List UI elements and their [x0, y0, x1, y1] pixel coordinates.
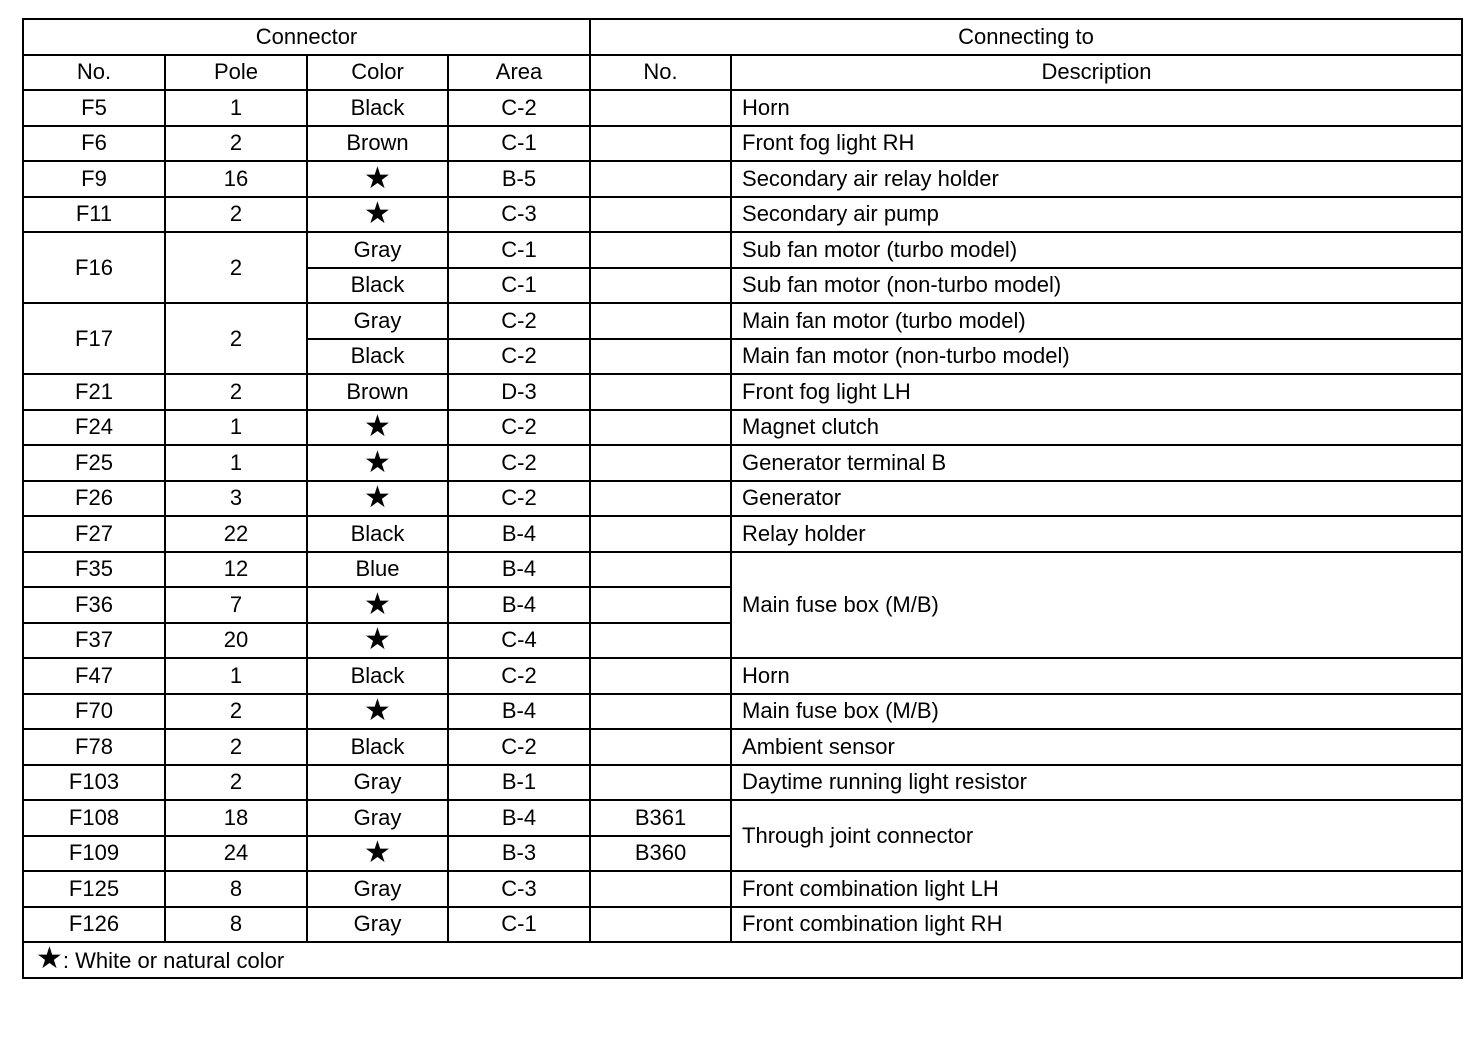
- color-cell: Black: [307, 658, 448, 694]
- connecting-no-cell: [590, 90, 731, 126]
- description-cell: Sub fan motor (non-turbo model): [731, 268, 1462, 304]
- connector-table: [22, 18, 1463, 979]
- area-cell: C-1: [448, 126, 590, 162]
- pole-count-cell: 20: [165, 623, 307, 659]
- star-icon: ★: [307, 197, 448, 233]
- star-icon: ★: [307, 836, 448, 872]
- table-row: [23, 90, 1462, 126]
- col-connecting-no-header: No.: [590, 55, 731, 91]
- connector-no-cell: F78: [23, 729, 165, 765]
- description-cell: Horn: [731, 90, 1462, 126]
- area-cell: C-3: [448, 197, 590, 233]
- table-row: [23, 197, 1462, 233]
- pole-count-cell: 2: [165, 374, 307, 410]
- header-columns-row: [23, 55, 1462, 91]
- star-icon: ★: [307, 161, 448, 197]
- table-row: [23, 410, 1462, 446]
- connecting-no-cell: [590, 339, 731, 375]
- star-icon: ★: [36, 942, 63, 975]
- pole-count-cell: 7: [165, 587, 307, 623]
- description-cell: Secondary air pump: [731, 197, 1462, 233]
- area-cell: C-2: [448, 303, 590, 339]
- color-cell: Black: [307, 339, 448, 375]
- connector-header: Connector: [23, 19, 590, 55]
- description-cell: Secondary air relay holder: [731, 161, 1462, 197]
- area-cell: B-4: [448, 587, 590, 623]
- connector-no-cell: F11: [23, 197, 165, 233]
- color-cell: Gray: [307, 907, 448, 943]
- connector-no-cell: F103: [23, 765, 165, 801]
- pole-count-cell: 2: [165, 694, 307, 730]
- color-cell: Black: [307, 516, 448, 552]
- description-cell: Relay holder: [731, 516, 1462, 552]
- star-icon: ★: [307, 445, 448, 481]
- color-cell: Gray: [307, 765, 448, 801]
- connector-no-cell: F47: [23, 658, 165, 694]
- connector-no-cell: F21: [23, 374, 165, 410]
- color-cell: Brown: [307, 126, 448, 162]
- connecting-no-cell: [590, 587, 731, 623]
- description-cell: Through joint connector: [731, 800, 1462, 871]
- color-cell: Black: [307, 90, 448, 126]
- table-row: [23, 552, 1462, 588]
- connector-no-cell: F35: [23, 552, 165, 588]
- connector-no-cell: F6: [23, 126, 165, 162]
- area-cell: D-3: [448, 374, 590, 410]
- connector-no-cell: F26: [23, 481, 165, 517]
- col-description-header: Description: [731, 55, 1462, 91]
- connecting-no-cell: [590, 516, 731, 552]
- pole-count-cell: 8: [165, 907, 307, 943]
- pole-count-cell: 2: [165, 765, 307, 801]
- color-cell: Brown: [307, 374, 448, 410]
- color-cell: Gray: [307, 800, 448, 836]
- connector-no-cell: F16: [23, 232, 165, 303]
- connecting-no-cell: [590, 552, 731, 588]
- pole-count-cell: 2: [165, 303, 307, 374]
- header-group-row: [23, 19, 1462, 55]
- star-icon: ★: [307, 587, 448, 623]
- connector-no-cell: F17: [23, 303, 165, 374]
- connecting-no-cell: [590, 445, 731, 481]
- area-cell: C-2: [448, 445, 590, 481]
- area-cell: C-4: [448, 623, 590, 659]
- pole-count-cell: 1: [165, 90, 307, 126]
- area-cell: C-2: [448, 729, 590, 765]
- table-row: [23, 694, 1462, 730]
- col-color-header: Color: [307, 55, 448, 91]
- connector-no-cell: F126: [23, 907, 165, 943]
- area-cell: C-1: [448, 232, 590, 268]
- table-row: [23, 481, 1462, 517]
- connecting-no-cell: [590, 374, 731, 410]
- connector-no-cell: F9: [23, 161, 165, 197]
- pole-count-cell: 2: [165, 729, 307, 765]
- table-row: [23, 161, 1462, 197]
- pole-count-cell: 24: [165, 836, 307, 872]
- color-cell: Black: [307, 729, 448, 765]
- pole-count-cell: 3: [165, 481, 307, 517]
- table-row: [23, 445, 1462, 481]
- description-cell: Ambient sensor: [731, 729, 1462, 765]
- connector-no-cell: F5: [23, 90, 165, 126]
- connecting-no-cell: [590, 694, 731, 730]
- col-area-header: Area: [448, 55, 590, 91]
- area-cell: B-4: [448, 694, 590, 730]
- pole-count-cell: 12: [165, 552, 307, 588]
- pole-count-cell: 22: [165, 516, 307, 552]
- connecting-no-cell: [590, 481, 731, 517]
- connecting-no-cell: [590, 623, 731, 659]
- area-cell: B-5: [448, 161, 590, 197]
- connector-no-cell: F27: [23, 516, 165, 552]
- connecting-no-cell: [590, 658, 731, 694]
- area-cell: B-3: [448, 836, 590, 872]
- description-cell: Magnet clutch: [731, 410, 1462, 446]
- color-cell: Blue: [307, 552, 448, 588]
- pole-count-cell: 2: [165, 126, 307, 162]
- legend-row: [23, 942, 1462, 978]
- col-pole-header: Pole: [165, 55, 307, 91]
- connecting-no-cell: [590, 410, 731, 446]
- table-row: [23, 232, 1462, 268]
- area-cell: C-1: [448, 268, 590, 304]
- area-cell: C-1: [448, 907, 590, 943]
- connector-no-cell: F37: [23, 623, 165, 659]
- area-cell: C-2: [448, 481, 590, 517]
- table-body: [23, 90, 1462, 942]
- area-cell: C-2: [448, 658, 590, 694]
- connector-no-cell: F25: [23, 445, 165, 481]
- connecting-no-cell: [590, 161, 731, 197]
- pole-count-cell: 1: [165, 658, 307, 694]
- connecting-no-cell: [590, 729, 731, 765]
- area-cell: C-2: [448, 339, 590, 375]
- pole-count-cell: 2: [165, 232, 307, 303]
- connector-no-cell: F70: [23, 694, 165, 730]
- connecting-no-cell: [590, 268, 731, 304]
- connecting-no-cell: [590, 871, 731, 907]
- description-cell: Main fan motor (turbo model): [731, 303, 1462, 339]
- description-cell: Front fog light RH: [731, 126, 1462, 162]
- table-row: [23, 303, 1462, 339]
- area-cell: B-4: [448, 800, 590, 836]
- star-icon: ★: [307, 694, 448, 730]
- legend-text: : White or natural color: [62, 947, 285, 973]
- connecting-no-cell: [590, 765, 731, 801]
- connector-no-cell: F109: [23, 836, 165, 872]
- description-cell: Front fog light LH: [731, 374, 1462, 410]
- description-cell: Front combination light RH: [731, 907, 1462, 943]
- star-icon: ★: [307, 481, 448, 517]
- description-cell: Generator terminal B: [731, 445, 1462, 481]
- table-row: [23, 658, 1462, 694]
- connecting-no-cell: B361: [590, 800, 731, 836]
- pole-count-cell: 16: [165, 161, 307, 197]
- color-cell: Gray: [307, 871, 448, 907]
- table-row: [23, 765, 1462, 801]
- description-cell: Main fuse box (M/B): [731, 694, 1462, 730]
- table-row: [23, 800, 1462, 836]
- description-cell: Front combination light LH: [731, 871, 1462, 907]
- description-cell: Horn: [731, 658, 1462, 694]
- connecting-no-cell: [590, 232, 731, 268]
- pole-count-cell: 8: [165, 871, 307, 907]
- pole-count-cell: 18: [165, 800, 307, 836]
- connector-no-cell: F24: [23, 410, 165, 446]
- table-row: [23, 374, 1462, 410]
- table-row: [23, 907, 1462, 943]
- col-no-header: No.: [23, 55, 165, 91]
- area-cell: B-4: [448, 552, 590, 588]
- color-cell: Black: [307, 268, 448, 304]
- star-icon: ★: [307, 410, 448, 446]
- pole-count-cell: 2: [165, 197, 307, 233]
- connecting-no-cell: [590, 197, 731, 233]
- connector-no-cell: F125: [23, 871, 165, 907]
- connecting-no-cell: [590, 126, 731, 162]
- description-cell: Daytime running light resistor: [731, 765, 1462, 801]
- connecting-no-cell: [590, 907, 731, 943]
- description-cell: Generator: [731, 481, 1462, 517]
- table-row: [23, 126, 1462, 162]
- connecting-no-cell: B360: [590, 836, 731, 872]
- connecting-to-header: Connecting to: [590, 19, 1462, 55]
- connecting-no-cell: [590, 303, 731, 339]
- table-row: [23, 871, 1462, 907]
- color-cell: Gray: [307, 232, 448, 268]
- connector-no-cell: F36: [23, 587, 165, 623]
- description-cell: Main fan motor (non-turbo model): [731, 339, 1462, 375]
- color-cell: Gray: [307, 303, 448, 339]
- legend: [23, 942, 1462, 978]
- star-icon: ★: [307, 623, 448, 659]
- description-cell: Main fuse box (M/B): [731, 552, 1462, 659]
- pole-count-cell: 1: [165, 410, 307, 446]
- area-cell: C-2: [448, 90, 590, 126]
- table-row: [23, 516, 1462, 552]
- description-cell: Sub fan motor (turbo model): [731, 232, 1462, 268]
- connector-no-cell: F108: [23, 800, 165, 836]
- area-cell: C-2: [448, 410, 590, 446]
- area-cell: B-4: [448, 516, 590, 552]
- table-row: [23, 729, 1462, 765]
- pole-count-cell: 1: [165, 445, 307, 481]
- area-cell: C-3: [448, 871, 590, 907]
- area-cell: B-1: [448, 765, 590, 801]
